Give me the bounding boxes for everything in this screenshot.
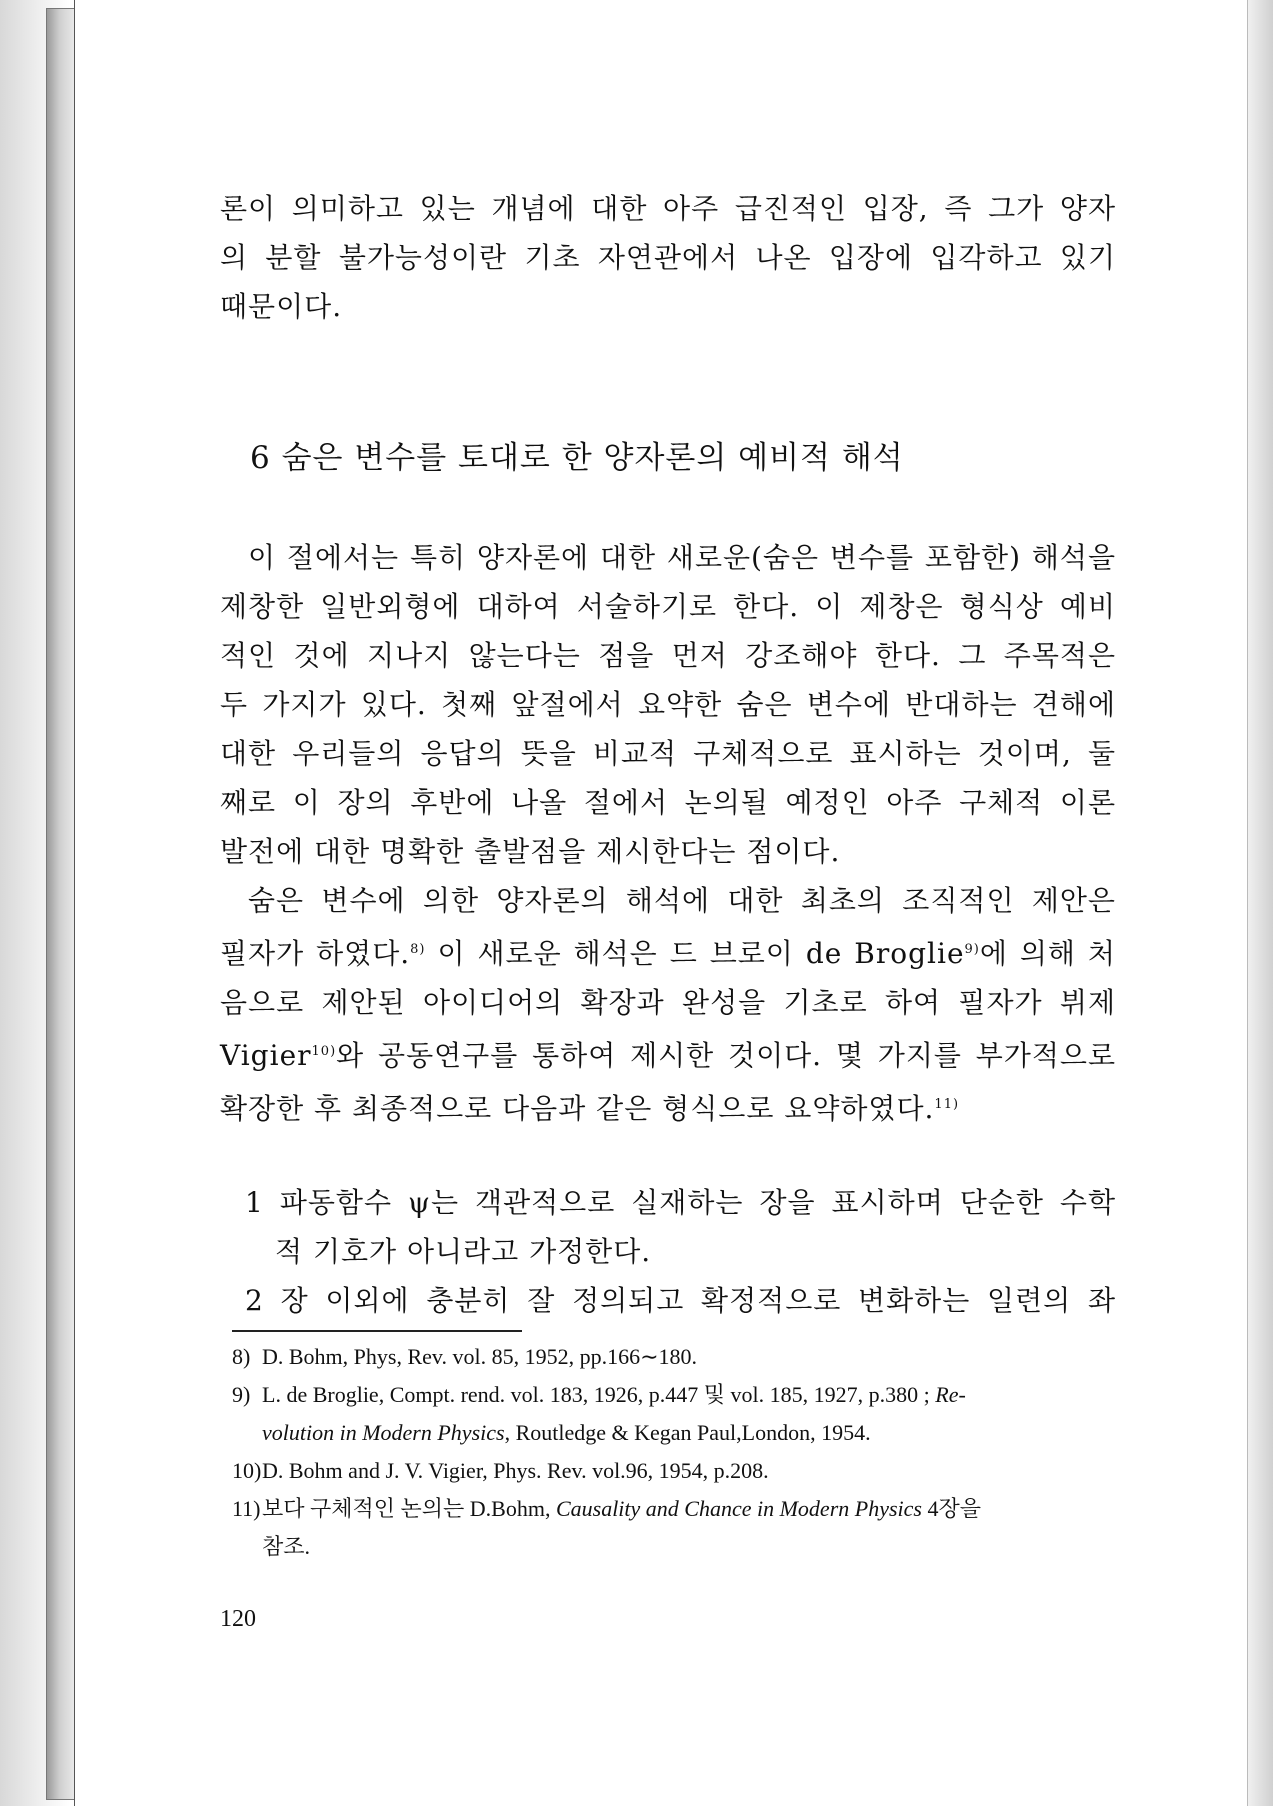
text-line: 발전에 대한 명확한 출발점을 제시한다는 점이다. — [220, 835, 841, 868]
text-fragment: 이 새로운 해석은 드 브로이 de Broglie — [425, 937, 965, 970]
footnote-8 — [232, 1338, 1117, 1376]
list-item: 적 기호가 아니라고 가정한다. — [275, 1235, 652, 1268]
text-line — [220, 925, 1116, 978]
footnote-ref: 11) — [934, 1097, 960, 1112]
footnote-ref: 9) — [964, 942, 980, 957]
paragraph-2 — [220, 876, 1116, 1133]
text-line: 째로 이 장의 후반에 나올 절에서 논의될 예정인 아주 구체적 이론 — [220, 786, 1116, 819]
footnote-text: D. Bohm, Phys, Rev. vol. 85, 1952, pp.166∼180. — [262, 1344, 698, 1369]
list-item: 1 파동함수 ψ는 객관적으로 실재하는 장을 표시하며 단순한 수학 — [245, 1186, 1116, 1219]
footnote-continuation: 참조. — [262, 1534, 311, 1559]
text-line: 적인 것에 지나지 않는다는 점을 먼저 강조해야 한다. 그 주목적은 — [220, 639, 1116, 672]
footnote-divider — [232, 1330, 522, 1332]
numbered-list — [245, 1178, 1116, 1325]
text-line: 론이 의미하고 있는 개념에 대한 아주 급진적인 입장, 즉 그가 양자 — [220, 192, 1116, 225]
text-line — [220, 1080, 1116, 1133]
section-heading: 6 숨은 변수를 토대로 한 양자론의 예비적 해석 — [250, 440, 904, 476]
text-fragment: 필자가 하였다. — [220, 937, 411, 970]
book-spine — [46, 8, 76, 1800]
text-line: 숨은 변수에 의한 양자론의 해석에 대한 최초의 조직적인 제안은 — [248, 884, 1116, 917]
footnote-9 — [232, 1376, 1117, 1452]
footnote-number: 10) — [232, 1458, 262, 1483]
list-item: 2 장 이외에 충분히 잘 정의되고 확정적으로 변화하는 일련의 좌 — [245, 1284, 1116, 1317]
text-fragment: 확장한 후 최종적으로 다음과 같은 형식으로 요약하였다. — [220, 1092, 935, 1125]
footnote-title: volution in Modern Physics — [262, 1420, 505, 1445]
text-line: 두 가지가 있다. 첫째 앞절에서 요약한 숨은 변수에 반대하는 견해에 — [220, 688, 1116, 721]
text-line: 이 절에서는 특히 양자론에 대한 새로운(숨은 변수를 포함한) 해석을 — [248, 541, 1116, 574]
page-number: 120 — [220, 1606, 256, 1632]
footnote-title: Causality and Chance in Modern Physics — [555, 1496, 922, 1521]
footnotes — [232, 1338, 1117, 1566]
text-fragment: 에 의해 처 — [979, 937, 1116, 970]
text-line: 제창한 일반외형에 대하여 서술하기로 한다. 이 제창은 형식상 예비 — [220, 590, 1116, 623]
footnote-text: , Routledge & Kegan Paul,London, 1954. — [504, 1420, 871, 1445]
footnote-number: 11) — [232, 1496, 261, 1521]
text-fragment: Vigier — [220, 1039, 312, 1072]
text-line — [220, 1027, 1116, 1080]
text-fragment: 와 공동연구를 통하여 제시한 것이다. 몇 가지를 부가적으로 — [336, 1039, 1116, 1072]
footnote-11 — [232, 1490, 1117, 1566]
footnote-ref: 8) — [410, 942, 426, 957]
text-line: 대한 우리들의 응답의 뜻을 비교적 구체적으로 표시하는 것이며, 둘 — [220, 737, 1116, 770]
text-line: 때문이다. — [220, 290, 343, 323]
footnote-number: 8) — [232, 1344, 251, 1369]
footnote-title: Re- — [935, 1382, 966, 1407]
footnote-10 — [232, 1452, 1117, 1490]
text-line: 음으로 제안된 아이디어의 확장과 완성을 기초로 하여 필자가 뷔제 — [220, 986, 1116, 1019]
top-paragraph — [220, 184, 1116, 331]
paragraph-1 — [220, 533, 1116, 876]
footnote-ref: 10) — [311, 1044, 337, 1059]
text-line: 의 분할 불가능성이란 기초 자연관에서 나온 입장에 입각하고 있기 — [220, 241, 1116, 274]
footnote-number: 9) — [232, 1382, 251, 1407]
footnote-text: 4장을 — [921, 1496, 981, 1521]
footnote-text: L. de Broglie, Compt. rend. vol. 183, 1926, p.447 및 vol. 185, 1927, p.380 ; — [262, 1382, 936, 1407]
footnote-text: 보다 구체적인 논의는 D.Bohm, — [262, 1496, 556, 1521]
footnote-continuation — [232, 1414, 1117, 1452]
footnote-text: D. Bohm and J. V. Vigier, Phys. Rev. vol.96, 1954, p.208. — [262, 1458, 769, 1483]
